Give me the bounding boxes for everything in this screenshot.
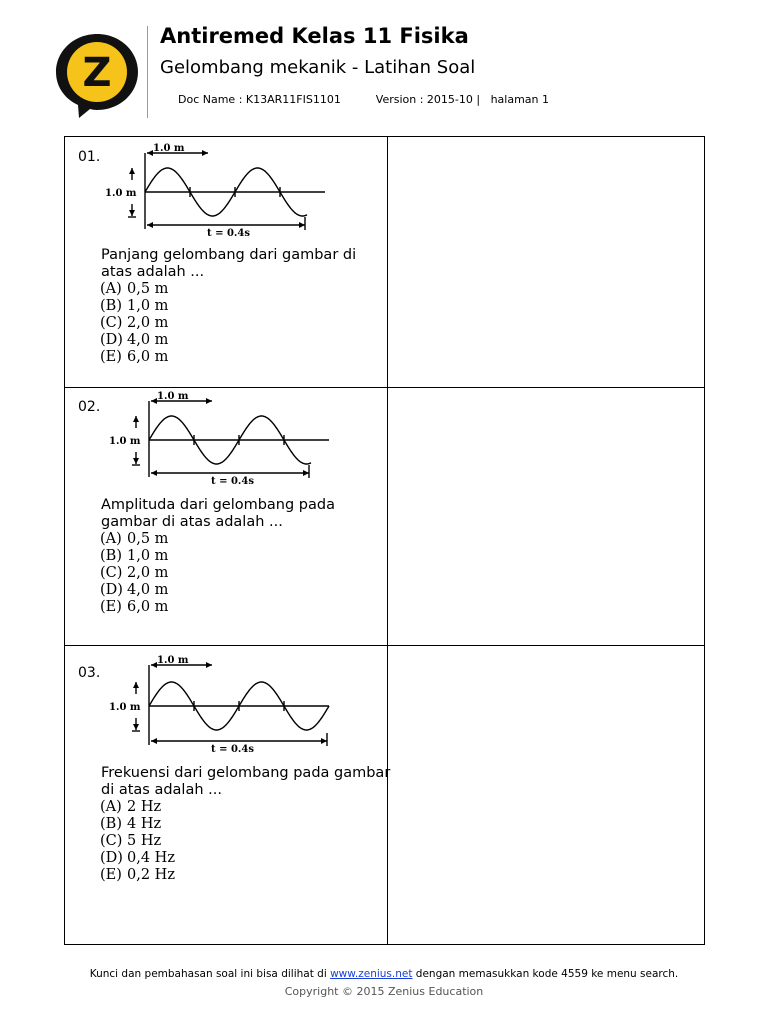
question-1	[65, 137, 387, 387]
question-number: 01.	[78, 149, 101, 165]
question-text: Frekuensi dari gelombang pada gambar di atas adalah ...	[101, 765, 391, 798]
arrowhead	[133, 458, 139, 464]
arrowhead	[206, 398, 212, 404]
amplitude-label: 1.0 m	[109, 436, 141, 447]
amplitude-label: 1.0 m	[105, 188, 137, 199]
wavelength-label: 1.0 m	[153, 143, 185, 154]
option-b[interactable]: (B) 1,0 m	[100, 298, 169, 314]
option-a[interactable]: (A) 0,5 m	[100, 281, 169, 297]
arrowhead	[303, 470, 309, 476]
question-text: Amplituda dari gelombang pada gambar di atas adalah ...	[101, 497, 335, 530]
answer-options	[100, 281, 168, 366]
wave-diagram	[109, 391, 331, 485]
arrowhead	[129, 210, 135, 216]
doc-meta: Doc Name : K13AR11FIS1101 Version : 2015-10 | halaman 1	[178, 93, 550, 106]
arrowhead	[151, 738, 157, 744]
wave-diagram	[109, 655, 331, 753]
arrowhead	[147, 222, 153, 228]
question-number: 02.	[78, 399, 101, 415]
page-subtitle: Gelombang mekanik - Latihan Soal	[160, 57, 476, 78]
arrowhead	[133, 682, 139, 688]
time-label: t = 0.4s	[211, 476, 254, 485]
wavelength-label: 1.0 m	[157, 655, 189, 666]
option-d[interactable]: (D) 4,0 m	[100, 332, 169, 348]
logo-letter: Z	[82, 50, 112, 96]
amplitude-label: 1.0 m	[109, 702, 141, 713]
option-b[interactable]: (B) 4 Hz	[100, 816, 162, 832]
wave-figure	[109, 655, 331, 753]
header-divider	[147, 26, 148, 118]
option-d[interactable]: (D) 0,4 Hz	[100, 850, 175, 866]
time-label: t = 0.4s	[211, 744, 254, 753]
page-title: Antiremed Kelas 11 Fisika	[160, 24, 469, 48]
question-2	[65, 387, 387, 645]
arrowhead	[133, 724, 139, 730]
option-a[interactable]: (A) 2 Hz	[100, 799, 162, 815]
option-d[interactable]: (D) 4,0 m	[100, 582, 169, 598]
wave-figure	[109, 391, 331, 485]
arrowhead	[202, 150, 208, 156]
time-label: t = 0.4s	[207, 228, 250, 237]
zenius-link[interactable]: www.zenius.net	[330, 968, 413, 980]
arrowhead	[299, 222, 305, 228]
wave-figure	[105, 143, 327, 237]
arrowhead	[151, 470, 157, 476]
question-number: 03.	[78, 665, 101, 681]
zenius-logo	[52, 30, 142, 120]
question-grid	[64, 136, 705, 945]
option-e[interactable]: (E) 6,0 m	[100, 349, 169, 365]
arrowhead	[129, 168, 135, 174]
wave-diagram	[105, 143, 327, 237]
arrowhead	[206, 662, 212, 668]
option-c[interactable]: (C) 5 Hz	[100, 833, 162, 849]
copyright: Copyright © 2015 Zenius Education	[284, 985, 484, 998]
answer-options	[100, 531, 168, 616]
option-c[interactable]: (C) 2,0 m	[100, 315, 169, 331]
answer-options	[100, 799, 175, 884]
option-a[interactable]: (A) 0,5 m	[100, 531, 169, 547]
option-b[interactable]: (B) 1,0 m	[100, 548, 169, 564]
footer-note: Kunci dan pembahasan soal ini bisa dilihat di www.zenius.net dengan memasukkan kode 4559 ke menu search.	[89, 968, 679, 980]
arrowhead	[133, 416, 139, 422]
option-c[interactable]: (C) 2,0 m	[100, 565, 169, 581]
arrowhead	[321, 738, 327, 744]
option-e[interactable]: (E) 6,0 m	[100, 599, 169, 615]
option-e[interactable]: (E) 0,2 Hz	[100, 867, 175, 883]
question-3	[65, 645, 391, 945]
question-text: Panjang gelombang dari gambar di atas adalah ...	[101, 247, 357, 280]
wavelength-label: 1.0 m	[157, 391, 189, 402]
